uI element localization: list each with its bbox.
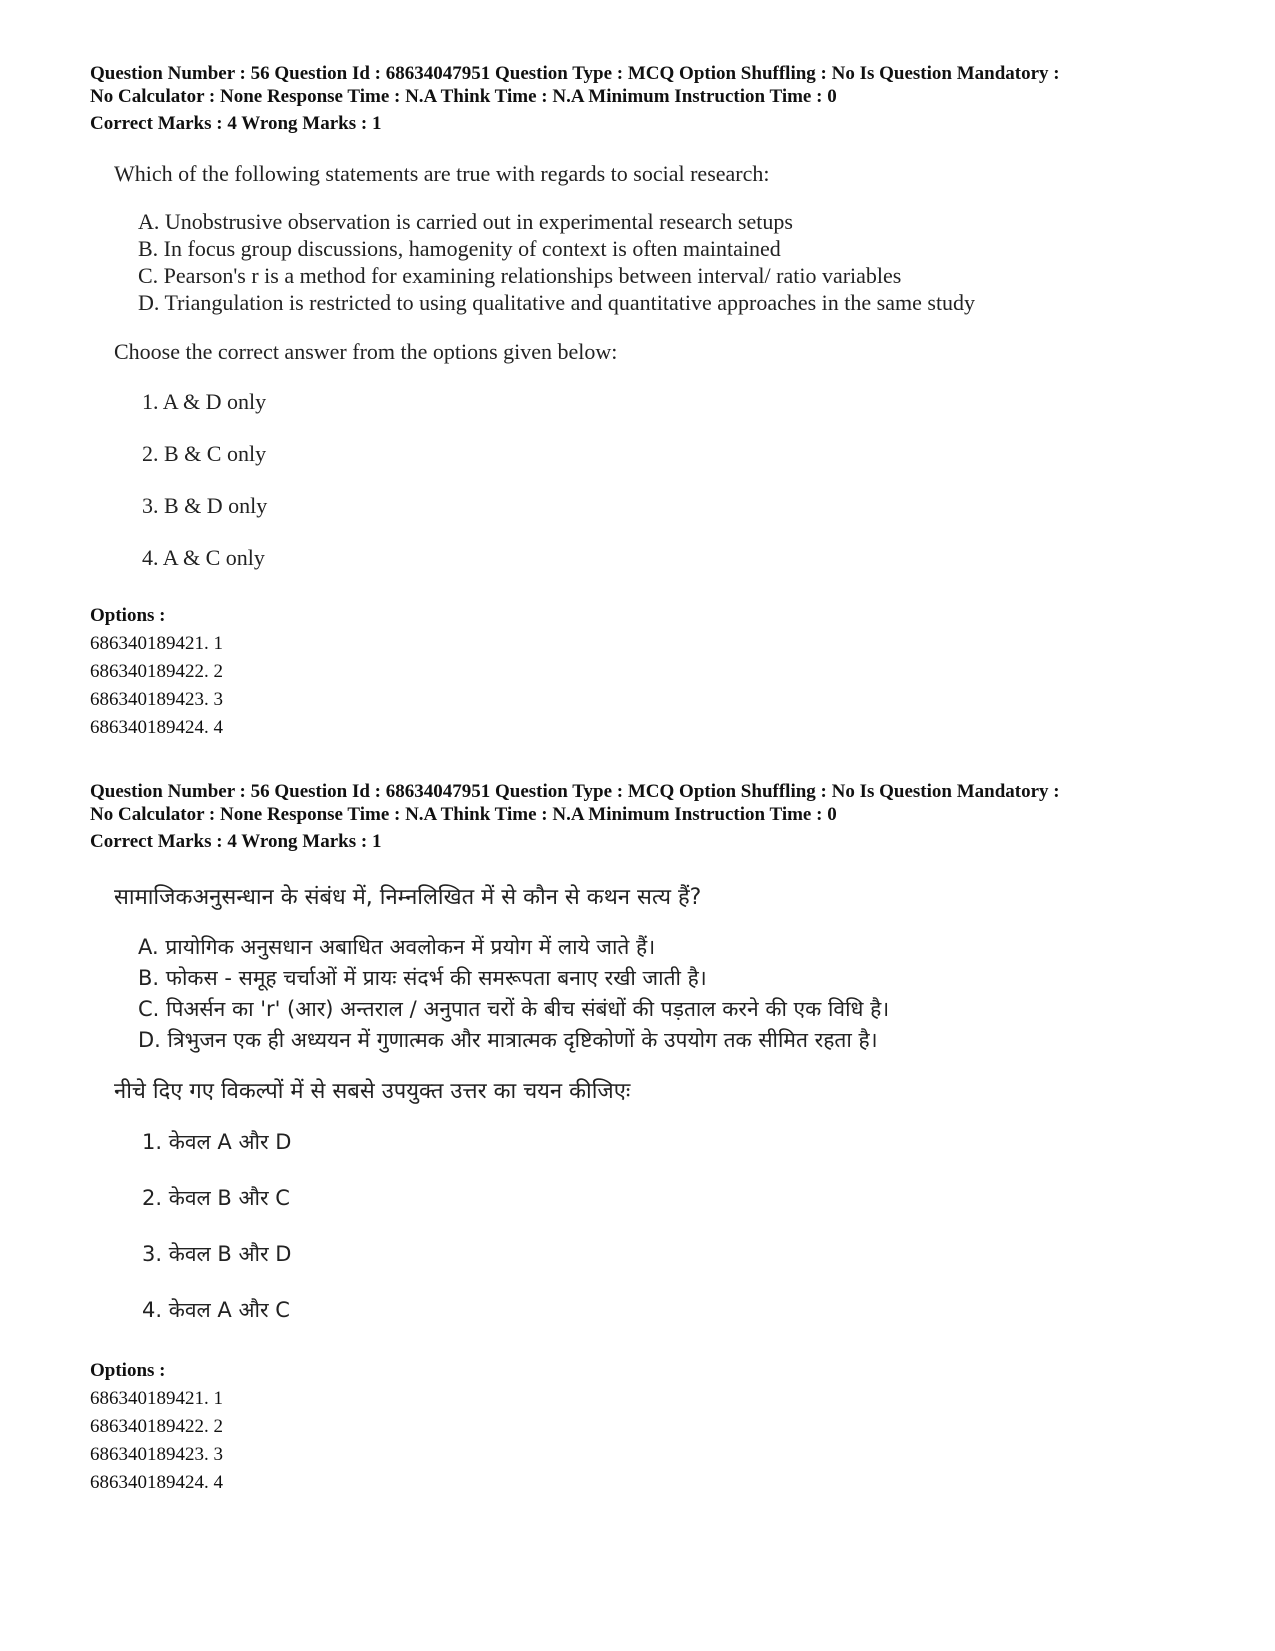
marks-line: Correct Marks : 4 Wrong Marks : 1 — [90, 113, 382, 134]
statement-b: B. In focus group discussions, hamogenity of context is often maintained — [138, 236, 781, 261]
choice-list — [142, 388, 1114, 596]
choice-1: 1. A & D only — [142, 389, 267, 414]
marks-line: Correct Marks : 4 Wrong Marks : 1 — [90, 831, 382, 852]
options-block-1 — [90, 602, 223, 742]
meta-line-1: Question Number : 56 Question Id : 68634047951 Question Type : MCQ Option Shuffling : No Is Question Mandatory : — [90, 781, 1060, 802]
statement-a: A. प्रायोगिक अनुसधान अबाधित अवलोकन में प्रयोग में लाये जाते हैं। — [138, 935, 656, 959]
meta-line-1: Question Number : 56 Question Id : 68634047951 Question Type : MCQ Option Shuffling : No Is Question Mandatory : — [90, 63, 1060, 84]
meta-line-2: No Calculator : None Response Time : N.A Think Time : N.A Minimum Instruction Time : 0 — [90, 86, 837, 107]
question-body-english — [114, 160, 1114, 596]
choice-2: 2. केवल B और C — [142, 1186, 290, 1210]
statement-c: C. Pearson's r is a method for examining relationships between interval/ ratio variables — [138, 263, 902, 288]
choice-1: 1. केवल A और D — [142, 1130, 292, 1154]
statement-b: B. फोकस - समूह चर्चाओं में प्रायः संदर्भ की समरूपता बनाए रखी जाती है। — [138, 966, 707, 990]
option-id-2: 686340189422. 2 — [90, 661, 223, 682]
option-id-3: 686340189423. 3 — [90, 1444, 223, 1465]
statement-d: D. Triangulation is restricted to using qualitative and quantitative approaches in the same study — [138, 290, 976, 315]
option-id-1: 686340189421. 1 — [90, 633, 223, 654]
option-id-1: 686340189421. 1 — [90, 1388, 223, 1409]
option-id-4: 686340189424. 4 — [90, 717, 223, 738]
option-id-4: 686340189424. 4 — [90, 1472, 223, 1493]
meta-line-2: No Calculator : None Response Time : N.A Think Time : N.A Minimum Instruction Time : 0 — [90, 804, 837, 825]
question-stem: Which of the following statements are true with regards to social research: — [114, 161, 770, 186]
option-id-3: 686340189423. 3 — [90, 689, 223, 710]
options-block-2 — [90, 1357, 223, 1497]
options-heading: Options : — [90, 1360, 166, 1381]
choose-instruction: Choose the correct answer from the options given below: — [114, 339, 618, 364]
choice-3: 3. B & D only — [142, 493, 268, 518]
question-meta-1 — [90, 62, 1210, 135]
statement-list — [138, 208, 1114, 316]
choice-3: 3. केवल B और D — [142, 1242, 292, 1266]
question-stem: सामाजिकअनुसन्धान के संबंध में, निम्नलिखित में से कौन से कथन सत्य हैं? — [114, 885, 702, 910]
options-heading: Options : — [90, 605, 166, 626]
statement-d: D. त्रिभुजन एक ही अध्ययन में गुणात्मक और मात्रात्मक दृष्टिकोणों के उपयोग तक सीमित रहता है। — [138, 1028, 878, 1052]
statement-c: C. पिअर्सन का 'r' (आर) अन्तराल / अनुपात चरों के बीच संबंधों की पड़ताल करने की एक विधि है। — [138, 997, 890, 1021]
choose-instruction: नीचे दिए गए विकल्पों में से सबसे उपयुक्त उत्तर का चयन कीजिएः — [114, 1079, 631, 1104]
option-id-2: 686340189422. 2 — [90, 1416, 223, 1437]
question-body-hindi — [114, 884, 1114, 1352]
choice-4: 4. केवल A और C — [142, 1298, 290, 1322]
statement-list — [138, 932, 1114, 1056]
statement-a: A. Unobstrusive observation is carried out in experimental research setups — [138, 209, 793, 234]
choice-4: 4. A & C only — [142, 545, 265, 570]
choice-list — [142, 1128, 1114, 1352]
choice-2: 2. B & C only — [142, 441, 267, 466]
question-meta-2 — [90, 780, 1210, 853]
